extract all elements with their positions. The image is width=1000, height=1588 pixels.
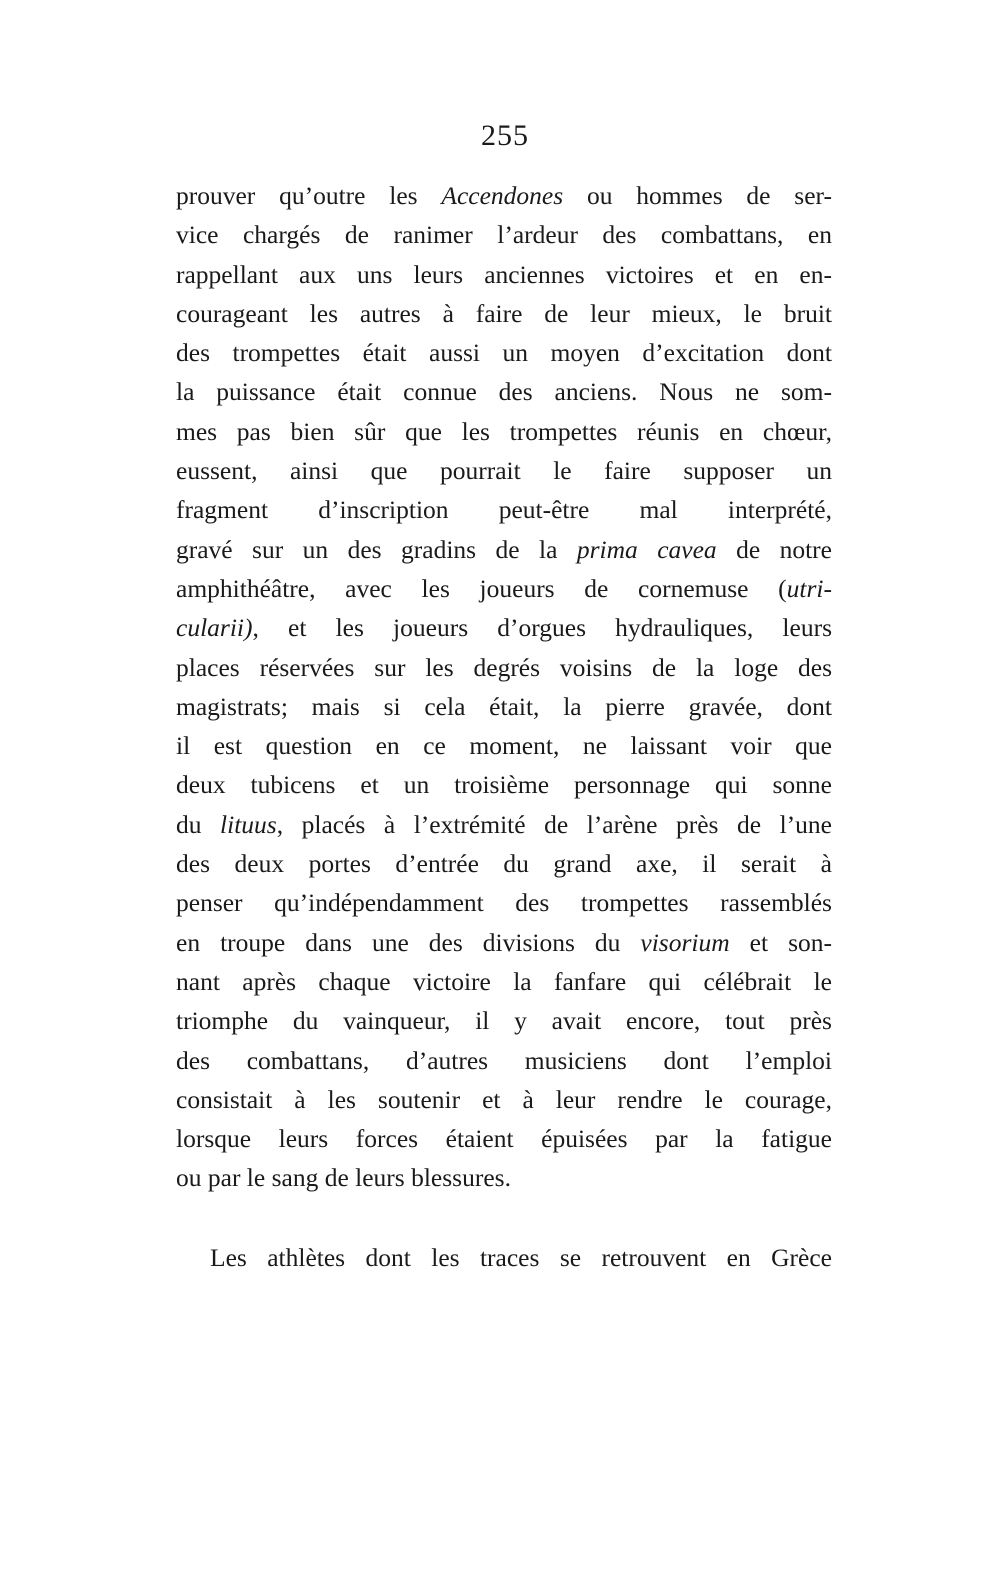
text-line: courageant les autres à faire de leur mieux, le bruit bbox=[176, 298, 832, 328]
text-line: mes pas bien sûr que les trompettes réunis en chœur, bbox=[176, 416, 832, 446]
text-line: Les athlètes dont les traces se retrouvent en Grèce bbox=[210, 1243, 832, 1272]
paragraph-1 bbox=[176, 176, 832, 1198]
text-line: cularii), et les joueurs d’orgues hydrauliques, leurs bbox=[176, 613, 832, 643]
text-line: du lituus, placés à l’extrémité de l’arène près de l’une bbox=[176, 809, 832, 839]
paragraph-2 bbox=[176, 1238, 832, 1277]
text-line: des trompettes était aussi un moyen d’excitation dont bbox=[176, 338, 832, 368]
text-line: nant après chaque victoire la fanfare qui célébrait le bbox=[176, 966, 832, 996]
text-line: penser qu’indépendamment des trompettes rassemblés bbox=[176, 888, 832, 918]
text-line: des deux portes d’entrée du grand axe, il serait à bbox=[176, 849, 832, 879]
text-line: triomphe du vainqueur, il y avait encore, tout près bbox=[176, 1006, 832, 1036]
text-line: la puissance était connue des anciens. Nous ne som- bbox=[176, 377, 832, 407]
page-number: 255 bbox=[481, 119, 529, 152]
text-line: lorsque leurs forces étaient épuisées par la fatigue bbox=[176, 1124, 832, 1154]
text-line: gravé sur un des gradins de la prima cavea de notre bbox=[176, 534, 832, 564]
text-line: eussent, ainsi que pourrait le faire supposer un bbox=[176, 456, 832, 486]
text-line: en troupe dans une des divisions du visorium et son- bbox=[176, 927, 832, 957]
text-line: vice chargés de ranimer l’ardeur des combattans, en bbox=[176, 220, 832, 250]
text-line: des combattans, d’autres musiciens dont l’emploi bbox=[176, 1045, 832, 1075]
text-line: fragment d’inscription peut-être mal interprété, bbox=[176, 495, 832, 525]
text-line: deux tubicens et un troisième personnage qui sonne bbox=[176, 770, 832, 800]
text-line: amphithéâtre, avec les joueurs de cornemuse (utri- bbox=[176, 573, 832, 603]
text-line: magistrats; mais si cela était, la pierre gravée, dont bbox=[176, 691, 832, 721]
text-line: il est question en ce moment, ne laissant voir que bbox=[176, 731, 832, 761]
text-line: prouver qu’outre les Accendones ou hommes de ser- bbox=[176, 181, 832, 210]
text-line: ou par le sang de leurs blessures. bbox=[176, 1163, 511, 1193]
text-line: consistait à les soutenir et à leur rendre le courage, bbox=[176, 1084, 832, 1114]
text-line: places réservées sur les degrés voisins de la loge des bbox=[176, 652, 832, 682]
text-line: rappellant aux uns leurs anciennes victoires et en en- bbox=[176, 259, 832, 289]
